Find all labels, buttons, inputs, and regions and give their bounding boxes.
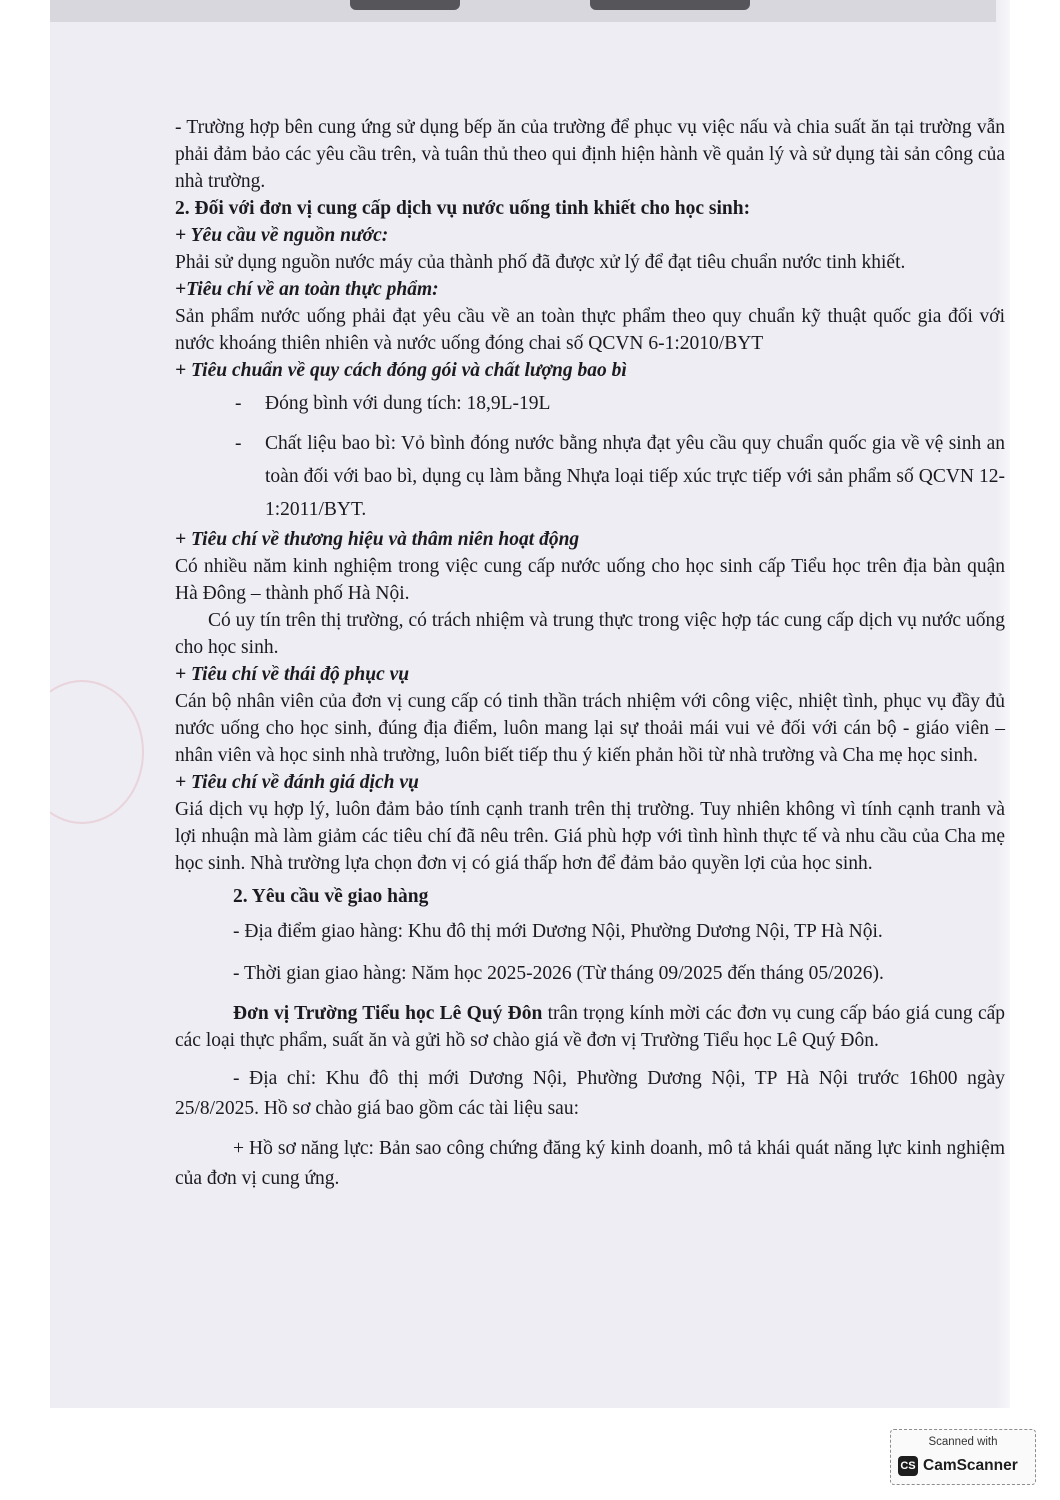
invitation-text: trân trọng kính mời các đơn vụ cung cấp báo giá cung cấp các loại thực phẩm, suất ăn và gửi hồ sơ chào giá về đơn vị Trường Tiểu học Lê Quý Đôn. [175, 1003, 1005, 1051]
subheading-attitude: + Tiêu chí về thái độ phục vụ [175, 664, 410, 685]
paragraph-evaluation: Giá dịch vụ hợp lý, luôn đảm bảo tính cạnh tranh trên thị trường. Tuy nhiên không vì tính cạnh tranh và lợi nhuận mà làm giảm các tiêu chí đã nêu trên. Giá phù hợp với tình hình thực tế và nhu cầu của Cha mẹ học sinh. Nhà trường lựa chọn đơn vị có giá thấp hơn để đảm bảo quyền lợi của học sinh. [175, 799, 1005, 874]
list-item-text: Chất liệu bao bì: Vỏ bình đóng nước bằng nhựa đạt yêu cầu quy chuẩn quốc gia về vệ sinh an toàn đối với bao bì, dụng cụ làm bằng Nhựa loại tiếp xúc trực tiếp với sản phẩm số QCVN 12-1:2011/BYT. [265, 433, 1005, 520]
top-shadow-band [50, 0, 1010, 22]
subheading-brand: + Tiêu chí về thương hiệu và thâm niên hoạt động [175, 529, 580, 550]
paragraph-kitchen-use: - Trường hợp bên cung ứng sử dụng bếp ăn của trường để phục vụ việc nấu và chia suất ăn tại trường vẫn phải đảm bảo các yêu cầu trên, và tuân thủ theo qui định hiện hành về quản lý và sử dụng tài sản công của nhà trường. [175, 117, 1005, 192]
paragraph-attitude: Cán bộ nhân viên của đơn vị cung cấp có tinh thần trách nhiệm với công việc, nhiệt tình, phục vụ đầy đủ nước uống cho học sinh, đúng địa điểm, luôn mang lại sự thoải mái vui vẻ đối với cán bộ - giáo viên – nhân viên và học sinh nhà trường, luôn biết tiếp thu ý kiến phản hồi từ nhà trường và Cha mẹ học sinh. [175, 691, 1005, 766]
scanned-page [50, 0, 1010, 1408]
subheading-evaluation: + Tiêu chí về đánh giá dịch vụ [175, 772, 419, 793]
section-heading-water-supplier: 2. Đối với đơn vị cung cấp dịch vụ nước uống tinh khiết cho học sinh: [175, 198, 751, 219]
camscanner-watermark [890, 1429, 1036, 1485]
camscanner-logo-icon: CS [898, 1456, 918, 1476]
paragraph-food-safety: Sản phẩm nước uống phải đạt yêu cầu về an toàn thực phẩm theo quy chuẩn kỹ thuật quốc gia đối với nước khoáng thiên nhiên và nước uống đóng chai số QCVN 6-1:2010/BYT [175, 306, 1005, 354]
document-body [175, 114, 1005, 1194]
section-heading-delivery: 2. Yêu cầu về giao hàng [233, 886, 429, 907]
list-item-text: Đóng bình với dung tích: 18,9L-19L [265, 393, 551, 414]
list-item-bottle-volume [175, 390, 1005, 417]
paragraph-delivery-location: - Địa điểm giao hàng: Khu đô thị mới Dương Nội, Phường Dương Nội, TP Hà Nội. [233, 921, 883, 942]
subheading-packaging: + Tiêu chuẩn về quy cách đóng gói và chất lượng bao bì [175, 360, 627, 381]
paragraph-address: - Địa chỉ: Khu đô thị mới Dương Nội, Phường Dương Nội, TP Hà Nội trước 16h00 ngày 25/8/2025. Hồ sơ chào giá bao gồm các tài liệu sau: [175, 1068, 1005, 1119]
school-name: Đơn vị Trường Tiểu học Lê Quý Đôn [233, 1003, 543, 1024]
watermark-caption: Scanned with [928, 1436, 998, 1448]
list-dash: - [235, 393, 242, 414]
paragraph-brand-reputation: Có uy tín trên thị trường, có trách nhiệm và trung thực trong việc hợp tác cung cấp dịch vụ nước uống cho học sinh. [175, 610, 1005, 658]
list-item-packaging-material [175, 427, 1005, 526]
subheading-water-source: + Yêu cầu về nguồn nước: [175, 225, 389, 246]
subheading-food-safety: +Tiêu chí về an toàn thực phẩm: [175, 279, 439, 300]
paragraph-invitation [175, 1000, 1005, 1054]
paragraph-water-source: Phải sử dụng nguồn nước máy của thành phố đã được xử lý để đạt tiêu chuẩn nước tinh khiết. [175, 252, 906, 273]
faded-stamp-image [50, 680, 144, 824]
paragraph-brand-experience: Có nhiều năm kinh nghiệm trong việc cung cấp nước uống cho học sinh cấp Tiểu học trên địa bàn quận Hà Đông – thành phố Hà Nội. [175, 556, 1005, 604]
list-dash: - [235, 433, 242, 454]
paragraph-delivery-time: - Thời gian giao hàng: Năm học 2025-2026 (Từ tháng 09/2025 đến tháng 05/2026). [233, 963, 884, 984]
paragraph-capability-profile: + Hồ sơ năng lực: Bản sao công chứng đăng ký kinh doanh, mô tả khái quát năng lực kinh nghiệm của đơn vị cung ứng. [175, 1138, 1005, 1189]
watermark-brand: CamScanner [923, 1457, 1018, 1474]
